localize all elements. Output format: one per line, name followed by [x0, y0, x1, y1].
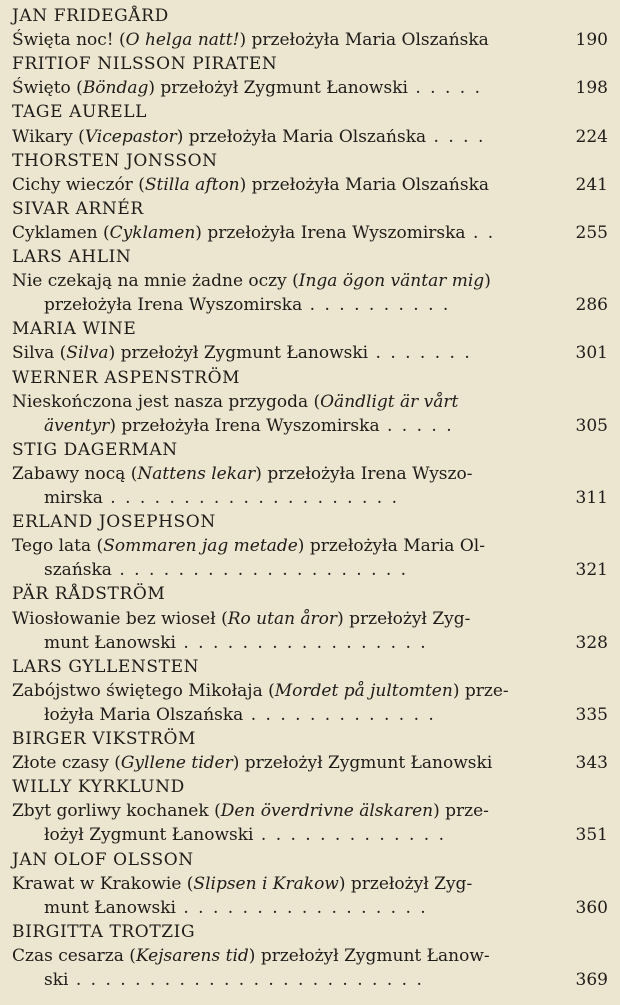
- title-text: Czas cesarza (: [12, 945, 136, 966]
- translator-text: ) przełożył Zygmunt Łanowski: [148, 78, 408, 99]
- title-text: mirska: [44, 488, 103, 508]
- original-title: Kejsarens tid: [135, 945, 249, 966]
- page-number: 198: [575, 78, 608, 99]
- title-line: [44, 560, 552, 580]
- author-name: LARS GYLLENSTEN: [12, 656, 200, 677]
- title-text: Wikary (: [12, 126, 85, 147]
- title-text: Zabójstwo świętego Mikołaja (: [12, 680, 275, 701]
- title-line: [12, 464, 552, 484]
- page-number: 343: [575, 753, 608, 774]
- dot-leader: . . . . . . .: [368, 343, 472, 364]
- title-text: Nie czekają na mnie żadne oczy (: [12, 271, 299, 292]
- title-text: łożył Zygmunt Łanowski: [44, 825, 254, 846]
- original-title: Ro utan åror: [227, 608, 338, 629]
- title-line: [12, 392, 552, 412]
- title-text: Nieskończona jest nasza przygoda (: [12, 391, 321, 412]
- title-text: munt Łanowski: [44, 632, 176, 653]
- author-name: BIRGER VIKSTRÖM: [12, 729, 197, 749]
- page-number: 305: [575, 415, 608, 436]
- author-name: JAN FRIDEGÅRD: [12, 6, 169, 26]
- title-line: [12, 78, 552, 98]
- original-title: Gyllene tider: [120, 753, 233, 774]
- original-title: Nattens lekar: [137, 463, 256, 484]
- dot-leader: . . . . .: [379, 415, 454, 436]
- title-text: Święto (: [12, 78, 83, 99]
- dot-leader: . . . . . . . . . .: [302, 295, 451, 316]
- author-name: JAN OLOF OLSSON: [12, 849, 194, 870]
- title-line: [12, 271, 552, 291]
- author-name: WERNER ASPENSTRÖM: [12, 367, 241, 388]
- page-number: 328: [575, 632, 608, 653]
- dot-leader: . . . . . . . . . . . . . . . . .: [175, 897, 428, 918]
- page-number: 301: [575, 343, 608, 364]
- title-text: Złote czasy (: [12, 753, 121, 774]
- title-line: [12, 874, 552, 894]
- title-text: Krawat w Krakowie (: [12, 873, 194, 894]
- page-number: 369: [575, 970, 608, 990]
- title-text: Wiosłowanie bez wioseł (: [12, 608, 228, 629]
- title-line: [12, 223, 552, 243]
- title-line: [12, 801, 552, 821]
- translator-text: ) przełożyła Irena Wyszo-: [255, 463, 473, 484]
- author-name: TAGE AURELL: [12, 102, 148, 123]
- page-number: 360: [575, 897, 608, 918]
- title-text: Cichy wieczór (: [12, 174, 145, 195]
- author-name: BIRGITTA TROTZIG: [12, 921, 196, 942]
- dot-leader: . .: [465, 222, 496, 243]
- translator-text: ) przełożyła Maria Olszańska: [239, 30, 489, 51]
- title-line: [12, 343, 552, 363]
- author-name: LARS AHLIN: [12, 247, 132, 267]
- translator-text: ) prze-: [452, 680, 509, 701]
- dot-leader: . . . . . . . . . . . . .: [253, 825, 446, 846]
- original-title: äventyr: [44, 415, 110, 436]
- title-line: [44, 898, 552, 918]
- title-text: Zabawy nocą (: [12, 463, 138, 484]
- page-number: 255: [575, 222, 608, 243]
- translator-text: ) przełożyła Irena Wyszomirska: [109, 415, 380, 436]
- page-number: 241: [575, 174, 608, 195]
- original-title: Sommaren jag metade: [103, 536, 298, 557]
- title-line: [44, 295, 552, 315]
- title-line: [44, 633, 552, 653]
- title-line: [44, 825, 552, 845]
- title-text: Tego lata (: [12, 536, 104, 557]
- page-number: 351: [575, 825, 608, 846]
- author-name: FRITIOF NILSSON PIRATEN: [12, 54, 278, 75]
- translator-text: ) przełożył Zyg-: [338, 873, 473, 894]
- original-title: Oändligt är vårt: [320, 391, 459, 412]
- title-text: ski: [44, 970, 69, 990]
- page-number: 321: [575, 560, 608, 581]
- translator-text: ) przełożył Zygmunt Łanowski: [232, 753, 493, 774]
- dot-leader: . . . .: [426, 126, 486, 147]
- author-name: ERLAND JOSEPHSON: [12, 512, 216, 533]
- author-name: MARIA WINE: [12, 319, 137, 340]
- title-line: [12, 946, 552, 966]
- original-title: Cyklamen: [109, 222, 196, 243]
- title-line: [12, 127, 552, 147]
- title-text: Cyklamen (: [12, 222, 110, 243]
- title-line: [12, 753, 552, 773]
- title-line: [44, 705, 552, 725]
- original-title: Böndag: [82, 78, 149, 99]
- title-text: Silva (: [12, 343, 67, 364]
- page-number: 311: [575, 488, 608, 508]
- translator-text: ) przełożyła Irena Wyszomirska: [195, 222, 466, 243]
- dot-leader: . . . . . . . . . . . . . . . . . . . . . . . .: [68, 970, 424, 990]
- title-text: szańska: [44, 560, 112, 581]
- original-title: Stilla afton: [144, 174, 240, 195]
- title-text: munt Łanowski: [44, 897, 176, 918]
- original-title: Vicepastor: [84, 126, 177, 147]
- title-line: [12, 30, 552, 50]
- title-text: przełożyła Irena Wyszomirska: [44, 295, 303, 316]
- author-name: THORSTEN JONSSON: [12, 150, 218, 171]
- translator-text: ) przełożyła Maria Ol-: [297, 536, 485, 557]
- original-title: Inga ögon väntar mig: [298, 271, 485, 292]
- translator-text: ): [484, 271, 491, 292]
- title-line: [44, 416, 552, 436]
- original-title: O helga natt!: [125, 30, 240, 51]
- dot-leader: . . . . .: [407, 78, 482, 99]
- translator-text: ) prze-: [433, 801, 489, 822]
- original-title: Mordet på jultomten: [274, 680, 453, 701]
- page-number: 335: [575, 704, 608, 725]
- page-number: 286: [575, 295, 608, 316]
- title-text: łożyła Maria Olszańska: [44, 704, 244, 725]
- title-line: [44, 488, 552, 508]
- original-title: Slipsen i Krakow: [193, 873, 339, 894]
- translator-text: ) przełożył Zygmunt Łanowski: [108, 343, 369, 364]
- translator-text: ) przełożyła Maria Olszańska: [239, 174, 490, 195]
- title-line: [12, 681, 552, 701]
- dot-leader: . . . . . . . . . . . . . . . . . . . .: [102, 488, 400, 508]
- title-line: [44, 970, 552, 990]
- dot-leader: . . . . . . . . . . . . . . . . . . . .: [111, 560, 409, 581]
- title-line: [12, 536, 552, 556]
- author-name: PÄR RÅDSTRÖM: [12, 584, 166, 605]
- author-name: SIVAR ARNÉR: [12, 198, 144, 219]
- translator-text: ) przełożył Zygmunt Łanow-: [248, 945, 490, 966]
- page-number: 224: [575, 126, 608, 147]
- page-number: 190: [575, 30, 608, 51]
- translator-text: ) przełożył Zyg-: [337, 608, 471, 629]
- original-title: Den överdrivne älskaren: [220, 801, 434, 822]
- title-line: [12, 175, 552, 195]
- title-text: Święta noc! (: [12, 30, 126, 51]
- title-line: [12, 609, 552, 629]
- translator-text: ) przełożyła Maria Olszańska: [176, 126, 427, 147]
- author-name: STIG DAGERMAN: [12, 439, 178, 460]
- original-title: Silva: [66, 343, 109, 364]
- dot-leader: . . . . . . . . . . . . . . . . .: [175, 632, 428, 653]
- author-name: WILLY KYRKLUND: [12, 777, 185, 798]
- dot-leader: . . . . . . . . . . . . .: [243, 704, 436, 725]
- title-text: Zbyt gorliwy kochanek (: [12, 801, 221, 822]
